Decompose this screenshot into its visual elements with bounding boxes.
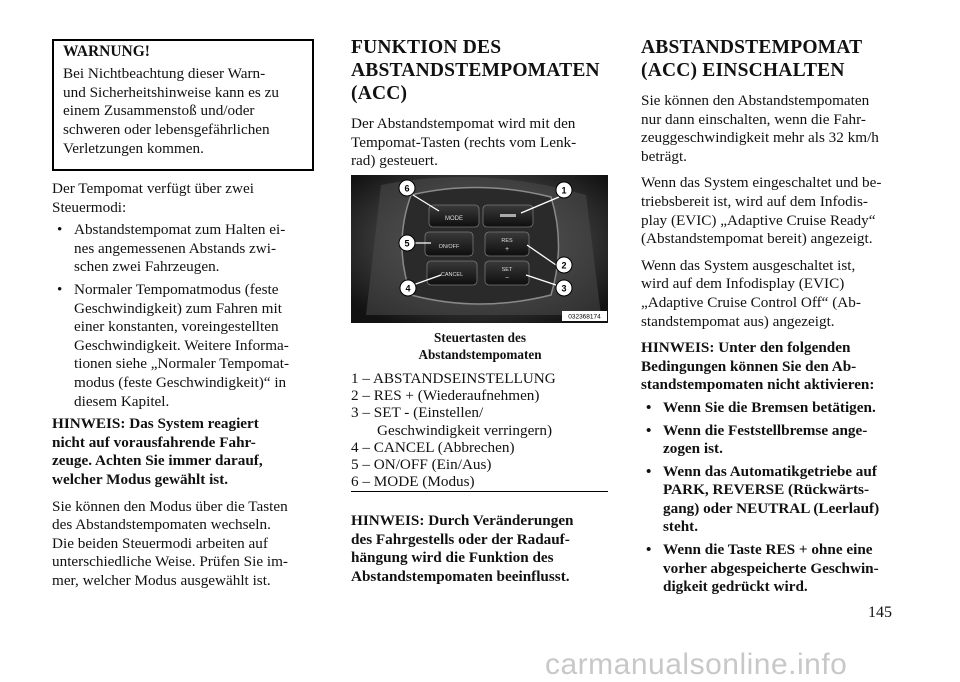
svg-text:MODE: MODE [445, 216, 463, 222]
steering-control-image [351, 175, 608, 323]
svg-text:+: + [504, 246, 510, 253]
callout-number: 2 [561, 260, 567, 271]
set-key [485, 261, 529, 285]
paragraph: Wenn das System ausgeschaltet ist, wird auf dem Infodisplay (EVIC) „Adaptive Cruise Control Off“ (Ab- standstempomat aus) angezeigt. [641, 256, 861, 330]
cancel-key [427, 261, 477, 285]
section-heading: FUNKTION DES ABSTANDSTEMPOMATEN (ACC) [351, 37, 600, 104]
list-item: • Wenn die Taste RES + ohne eine vorher abgespeicherte Geschwin- digkeit gedrückt wird. [641, 541, 903, 597]
callout-number: 5 [404, 238, 410, 249]
paragraph: Wenn das System eingeschaltet und be- triebsbereit ist, wird auf dem Infodis- play (EVIC) „Adaptive Cruise Ready“ (Abstandstempomat bereit) angezeigt. [641, 174, 882, 248]
button-legend [351, 370, 609, 490]
condition-list [641, 399, 903, 597]
watermark: carmanualsonline.info [545, 648, 848, 681]
chassis-note: HINWEIS: Durch Veränderungen des Fahrgestells oder der Radauf- hängung wird die Funktion des Abstandstempomaten beeinflusst. [351, 512, 574, 585]
note-paragraph: HINWEIS: Das System reagiert nicht auf vorausfahrende Fahr- zeuge. Achten Sie immer darauf, welcher Modus gewählt ist. [52, 415, 263, 488]
column-1 [52, 180, 310, 590]
svg-text:SET: SET [501, 267, 513, 273]
image-code: 032368174 [568, 313, 601, 321]
warning-box [52, 39, 314, 171]
note-paragraph: HINWEIS: Unter den folgenden Bedingungen können Sie den Ab- standstempomaten nicht aktivieren: [641, 339, 875, 394]
callout-number: 3 [561, 283, 567, 294]
svg-text:RES: RES [501, 238, 513, 244]
callout-number: 4 [405, 283, 411, 294]
onoff-key [425, 232, 473, 256]
callout-number: 6 [404, 183, 410, 194]
svg-text:ON/OFF: ON/OFF [438, 244, 460, 250]
list-item: • Wenn die Feststellbremse ange- zogen ist. [641, 422, 903, 459]
legend-item: 6 – MODE (Modus) [351, 473, 475, 491]
list-item: • Wenn Sie die Bremsen betätigen. [641, 399, 903, 418]
column-2 [351, 36, 609, 171]
mode-key [429, 205, 479, 227]
legend-item: 2 – RES + (Wiederaufnehmen) [351, 387, 540, 405]
figure-caption: Steuertasten des Abstandstempomaten [418, 330, 542, 362]
divider [351, 491, 608, 492]
paragraph: Sie können den Abstandstempomaten nur dann einschalten, wenn die Fahr- zeuggeschwindigkeit mehr als 32 km/h beträgt. [641, 92, 879, 165]
legend-item: 4 – CANCEL (Abbrechen) [351, 438, 515, 456]
list-item: • Normaler Tempomatmodus (feste Geschwindigkeit) zum Fahren mit einer konstanten, voreingestellten Geschwindigkeit. Weitere Informa- tionen siehe „Normaler Tempomat- modus (feste Geschwindigkeit)“ in diesem Kapitel. [52, 281, 310, 411]
intro-paragraph: Der Abstandstempomat wird mit den Tempomat-Tasten (rechts vom Lenk- rad) gesteuert. [351, 115, 577, 170]
svg-text:CANCEL: CANCEL [440, 272, 464, 278]
list-item: • Abstandstempomat zum Halten ei- nes angemessenen Abstands zwi- schen zwei Fahrzeugen. [52, 221, 310, 277]
steering-control-illustration [351, 175, 608, 323]
column-3 [641, 36, 903, 597]
svg-text:−: − [504, 275, 510, 282]
warning-text: Bei Nichtbeachtung dieser Warn- und Sicherheitshinweise kann es zu einem Zusammenstoß und/oder schweren oder lebensgefährlichen Verletzungen kommen. [63, 65, 279, 157]
section-heading: ABSTANDSTEMPOMAT (ACC) EINSCHALTEN [641, 37, 863, 81]
intro-paragraph: Der Tempomat verfügt über zwei Steuermodi: [52, 180, 254, 216]
legend-item: 1 – ABSTANDSEINSTELLUNG [351, 370, 556, 387]
mode-paragraph: Sie können den Modus über die Tasten des Abstandstempomaten wechseln. Die beiden Steuermodi arbeiten auf unterschiedliche Weise. Prüfen Sie im- mer, welcher Modus ausgewählt ist. [52, 497, 288, 589]
legend-item: Geschwindigkeit verringern) [377, 421, 553, 439]
mode-list [52, 221, 310, 411]
legend-item: 3 – SET - (Einstellen/ [351, 404, 484, 422]
warning-title: WARNUNG! [63, 43, 150, 60]
res-key [485, 232, 529, 256]
list-item: • Wenn das Automatikgetriebe auf PARK, REVERSE (Rückwärts- gang) oder NEUTRAL (Leerlauf) steht. [641, 463, 903, 537]
distance-key [483, 205, 533, 227]
callout-number: 1 [561, 185, 567, 196]
legend-item: 5 – ON/OFF (Ein/Aus) [351, 456, 492, 474]
page-number: 145 [868, 604, 892, 621]
